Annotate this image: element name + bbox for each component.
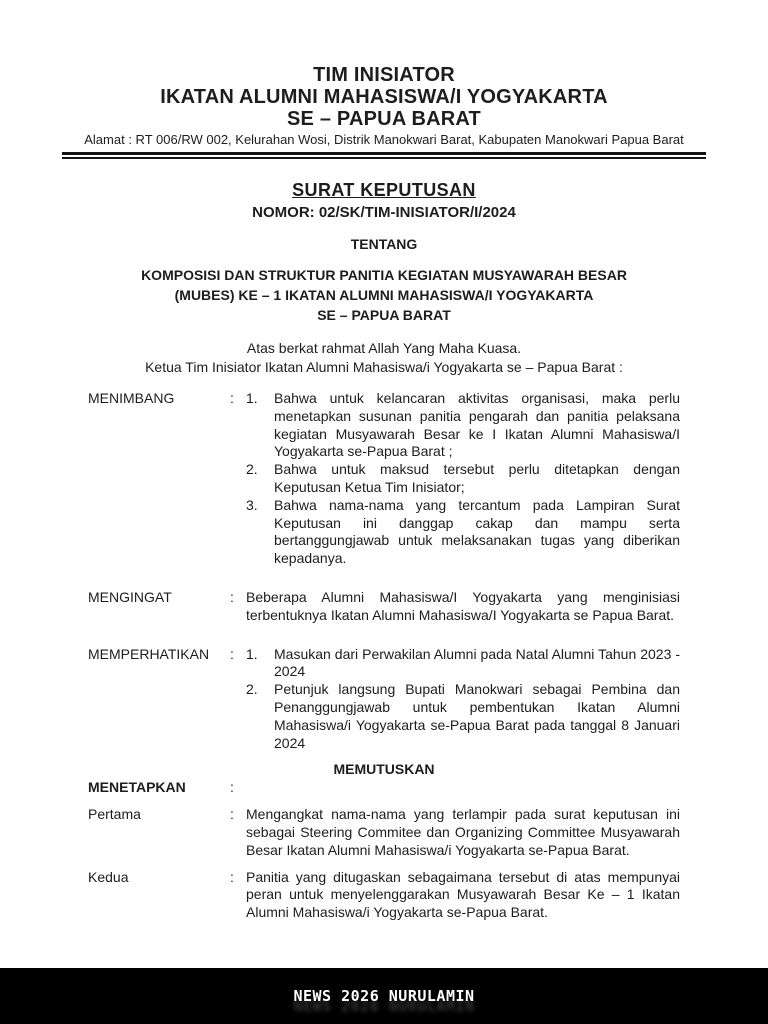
row-memperhatikan-label: MEMPERHATIKAN	[88, 645, 210, 662]
list-item	[246, 497, 680, 568]
letterhead	[0, 0, 768, 159]
row-menimbang	[88, 390, 680, 568]
row-pertama-text: Mengangkat nama-nama yang terlampir pada surat keputusan ini sebagai Steering Commitee dan Organizing Committee Musyawarah Besar Ikatan Alumni Mahasiswa/i Yogyakarta se-Papua Barat.	[246, 806, 680, 858]
row-mengingat-label: MENGINGAT	[88, 588, 172, 605]
row-pertama-label: Pertama	[88, 806, 141, 823]
row-mengingat-colon: :	[230, 588, 234, 605]
row-memperhatikan-colon: :	[230, 645, 234, 662]
consideration-rows	[88, 390, 680, 752]
row-memperhatikan	[88, 646, 680, 753]
letterhead-rule-thin-line	[62, 157, 706, 159]
row-menimbang-body	[246, 390, 680, 568]
preamble-line2: Ketua Tim Inisiator Ikatan Alumni Mahasiswa/i Yogyakarta se – Papua Barat :	[145, 359, 623, 375]
row-kedua-colon: :	[230, 868, 234, 885]
decision-heading: MEMUTUSKAN	[333, 761, 435, 778]
letterhead-rule	[62, 152, 706, 159]
list-item-text: Bahwa untuk maksud tersebut perlu ditetapkan dengan Keputusan Ketua Tim Inisiator;	[274, 461, 680, 495]
list-item-text: Bahwa nama-nama yang tercantum pada Lampiran Surat Keputusan ini danggap cakap dan mampu serta bertanggungjawab untuk melaksanakan tugas yang diberikan kepadanya.	[274, 496, 680, 567]
letterhead-org-line1: TIM INISIATOR	[313, 64, 455, 86]
subject-line: (MUBES) KE – 1 IKATAN ALUMNI MAHASISWA/I YOGYAKARTA	[174, 287, 594, 303]
list-item-number: 1.	[246, 390, 258, 406]
list-item	[246, 646, 680, 682]
list-item	[246, 461, 680, 497]
row-memperhatikan-body	[246, 646, 680, 753]
row-pertama-colon: :	[230, 806, 234, 823]
row-menetapkan	[88, 779, 680, 797]
about-label: TENTANG	[350, 236, 418, 252]
preamble-line1: Atas berkat rahmat Allah Yang Maha Kuasa.	[246, 340, 522, 356]
list-item-text: Bahwa untuk kelancaran aktivitas organisasi, maka perlu menetapkan susunan panitia pengarah dan panitia pelaksana kegiatan Musyawarah Besar ke I Ikatan Alumni Mahasiswa/I Yogyakarta se-Papua Barat ;	[274, 390, 680, 460]
row-kedua-text: Panitia yang ditugaskan sebagaimana tersebut di atas mempunyai peran untuk menyelenggarakan Musyawarah Besar Ke – 1 Ikatan Alumni Mahasiswa/i Yogyakarta se-Papua Barat.	[246, 868, 680, 921]
row-mengingat-text: Beberapa Alumni Mahasiswa/I Yogyakarta yang menginisiasi terbentuknya Ikatan Alumni Mahasiswa/I Yogyakarta se Papua Barat.	[246, 588, 680, 623]
row-menimbang-colon: :	[230, 390, 234, 406]
list-item-number: 3.	[246, 496, 258, 513]
document-title: SURAT KEPUTUSAN	[292, 180, 476, 200]
list-item	[246, 390, 680, 461]
subject-line: KOMPOSISI DAN STRUKTUR PANITIA KEGIATAN MUSYAWARAH BESAR	[141, 267, 627, 283]
list-item	[246, 681, 680, 752]
preamble	[0, 339, 768, 377]
row-menetapkan-label: MENETAPKAN	[88, 779, 186, 796]
subject-block	[0, 265, 768, 325]
list-item-number: 2.	[246, 681, 258, 698]
list-item-number: 1.	[246, 645, 258, 662]
letterhead-org-line3: SE – PAPUA BARAT	[287, 108, 481, 130]
decision-rows	[88, 779, 680, 922]
list-item-text: Petunjuk langsung Bupati Manokwari sebagai Pembina dan Penanggungjawab untuk pembentukan Ikatan Alumni Mahasiswa/i Yogyakarta se-Papua Barat pada tanggal 8 Januari 2024	[274, 681, 680, 751]
watermark-text: NEWS 2026 NURULAMIN	[293, 987, 475, 1005]
row-menimbang-label: MENIMBANG	[88, 390, 175, 406]
list-item-text: Masukan dari Perwakilan Alumni pada Natal Alumni Tahun 2023 - 2024	[274, 645, 680, 680]
row-pertama	[88, 806, 680, 859]
row-kedua-label: Kedua	[88, 868, 129, 885]
document-number: NOMOR: 02/SK/TIM-INISIATOR/I/2024	[252, 204, 516, 221]
letterhead-address: Alamat : RT 006/RW 002, Kelurahan Wosi, Distrik Manokwari Barat, Kabupaten Manokwari Papua Barat	[84, 132, 684, 147]
row-menetapkan-colon: :	[230, 779, 234, 796]
subject-line: SE – PAPUA BARAT	[317, 307, 451, 323]
list-item-number: 2.	[246, 461, 258, 478]
watermark-bar	[0, 968, 768, 1024]
row-menetapkan-text	[246, 779, 680, 797]
letterhead-org-line2: IKATAN ALUMNI MAHASISWA/I YOGYAKARTA	[160, 86, 608, 108]
row-kedua	[88, 869, 680, 922]
letterhead-rule-thick-line	[62, 152, 706, 155]
row-mengingat	[88, 589, 680, 625]
